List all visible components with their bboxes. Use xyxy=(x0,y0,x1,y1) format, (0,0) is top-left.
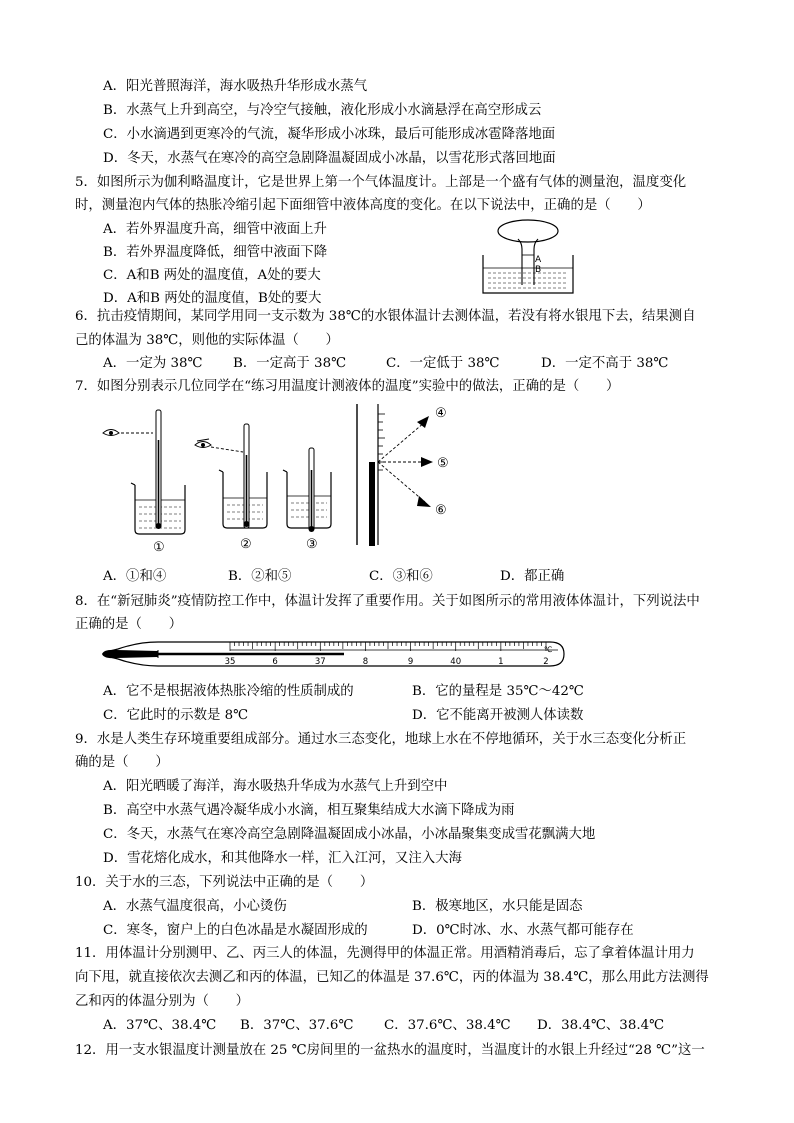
q8-option-d: D．它不能离开被测人体读数 xyxy=(412,708,584,723)
q4-option-c: C．小水滴遇到更寒冷的气流，凝华形成小冰珠，最后可能形成冰雹降落地面 xyxy=(103,127,556,142)
q9-option-b: B．高空中水蒸气遇冷凝华成小水滴，相互聚集结成大水滴下降成为雨 xyxy=(103,803,515,818)
q4-option-a: A．阳光普照海洋，海水吸热升华形成水蒸气 xyxy=(103,79,368,94)
q6-option-b: B．一定高于 38℃ xyxy=(233,356,347,371)
q5-option-d: D．A和B 两处的温度值，B处的要大 xyxy=(103,291,322,306)
scale-label: 40 xyxy=(450,657,462,667)
q5-option-c: C．A和B 两处的温度值，A处的要大 xyxy=(103,268,321,283)
q8-option-c: C．它此时的示数是 8℃ xyxy=(103,708,249,723)
thermometer-practice-figure xyxy=(95,400,475,560)
eye-icon xyxy=(195,439,211,448)
label-1: ① xyxy=(153,540,165,555)
label-a: A xyxy=(535,255,542,265)
q10-option-d: D．0℃时冰、水、水蒸气都可能存在 xyxy=(412,923,634,938)
label-3: ③ xyxy=(306,537,318,552)
q4-option-d: D．冬天，水蒸气在寒冷的高空急剧降温凝固成小冰晶，以雪花形式落回地面 xyxy=(103,151,556,166)
q7-option-a: A．①和④ xyxy=(103,569,167,584)
q6-option-a: A．一定为 38℃ xyxy=(103,356,203,371)
label-2: ② xyxy=(240,537,252,552)
label-6: ⑥ xyxy=(435,503,447,518)
q10-option-b: B．极寒地区，水只能是固态 xyxy=(412,899,583,914)
scale-label: 1 xyxy=(498,657,504,667)
unit-label: ℃ xyxy=(544,645,553,654)
q8-option-b: B．它的量程是 35℃～42℃ xyxy=(412,684,584,699)
q5-stem-line1: 5．如图所示为伽利略温度计，它是世界上第一个气体温度计。上部是一个盛有气体的测量泡，温度变化 xyxy=(75,175,687,190)
q10-option-a: A．水蒸气温度很高，小心烫伤 xyxy=(103,899,287,914)
label-b: B xyxy=(535,265,542,275)
q5-stem-line2: 时，测量泡内气体的热胀冷缩引起下面细管中液体高度的变化。在以下说法中，正确的是（ ） xyxy=(75,198,651,213)
label-4: ④ xyxy=(435,406,447,421)
q6-option-c: C．一定低于 38℃ xyxy=(386,356,500,371)
scale-label: 37 xyxy=(314,657,326,667)
q10-stem: 10．关于水的三态，下列说法中正确的是（ ） xyxy=(75,875,374,890)
q9-option-c: C．冬天，水蒸气在寒冷高空急剧降温凝固成小冰晶，小冰晶聚集变成雪花飘满大地 xyxy=(103,827,596,842)
q10-option-c: C．寒冬，窗户上的白色冰晶是水凝固形成的 xyxy=(103,923,368,938)
q5-option-b: B．若外界温度降低，细管中液面下降 xyxy=(103,245,328,260)
scale-label: 35 xyxy=(224,657,236,667)
q11-option-c: C．37.6℃、38.4℃ xyxy=(384,1018,511,1033)
q5-option-a: A．若外界温度升高，细管中液面上升 xyxy=(103,222,327,237)
galileo-thermometer-figure xyxy=(478,215,578,295)
q6-stem-line1: 6．抗击疫情期间，某同学用同一支示数为 38℃的水银体温计去测体温，若没有将水银甩下去，结果测自 xyxy=(75,309,696,324)
q9-option-d: D．雪花熔化成水，和其他降水一样，汇入江河，又注入大海 xyxy=(103,851,462,866)
q8-option-a: A．它不是根据液体热胀冷缩的性质制成的 xyxy=(103,684,354,699)
q12-stem-line1: 12．用一支水银温度计测量放在 25 ℃房间里的一盆热水的温度时，当温度计的水银上升经过“28 ℃”这一 xyxy=(75,1043,705,1058)
q8-stem-line2: 正确的是（ ） xyxy=(75,617,183,632)
q4-option-b: B．水蒸气上升到高空，与冷空气接触，液化形成小水滴悬浮在高空形成云 xyxy=(103,103,542,118)
q11-option-d: D．38.4℃、38.4℃ xyxy=(537,1018,665,1033)
scale-label: 8 xyxy=(362,657,369,667)
q11-option-b: B．37℃、37.6℃ xyxy=(240,1018,354,1033)
q11-stem-line1: 11．用体温计分别测甲、乙、丙三人的体温，先测得甲的体温正常。用酒精消毒后，忘了拿着体温计用力 xyxy=(75,946,695,961)
q9-stem-line2: 确的是（ ） xyxy=(75,755,169,770)
q6-option-d: D．一定不高于 38℃ xyxy=(541,356,669,371)
q9-option-a: A．阳光晒暖了海洋，海水吸热升华成为水蒸气上升到空中 xyxy=(103,779,448,794)
q7-option-d: D．都正确 xyxy=(500,569,565,584)
label-5: ⑤ xyxy=(437,456,449,471)
q7-stem: 7．如图分别表示几位同学在“练习用温度计测液体的温度”实验中的做法，正确的是（ ） xyxy=(75,379,620,394)
scale-label: 2 xyxy=(543,657,549,667)
q7-option-b: B．②和⑤ xyxy=(228,569,292,584)
q11-stem-line2: 向下甩，就直接依次去测乙和丙的体温，已知乙的体温是 37.6℃，丙的体温为 38.4℃，那么用此方法测得 xyxy=(75,970,709,985)
clinical-thermometer-figure xyxy=(98,638,568,670)
q7-option-c: C．③和⑥ xyxy=(369,569,433,584)
scale-label: 6 xyxy=(272,657,278,667)
eye-icon xyxy=(103,430,119,436)
q11-option-a: A．37℃、38.4℃ xyxy=(103,1018,217,1033)
q8-stem-line1: 8．在“新冠肺炎”疫情防控工作中，体温计发挥了重要作用。关于如图所示的常用液体体温计，下列说法中 xyxy=(75,594,700,609)
scale-label: 9 xyxy=(407,657,414,667)
q9-stem-line1: 9．水是人类生存环境重要组成部分。通过水三态变化，地球上水在不停地循环，关于水三态变化分析正 xyxy=(75,732,687,747)
q11-stem-line3: 乙和丙的体温分别为（ ） xyxy=(75,994,250,1009)
q6-stem-line2: 己的体温为 38℃，则他的实际体温（ ） xyxy=(75,333,339,348)
